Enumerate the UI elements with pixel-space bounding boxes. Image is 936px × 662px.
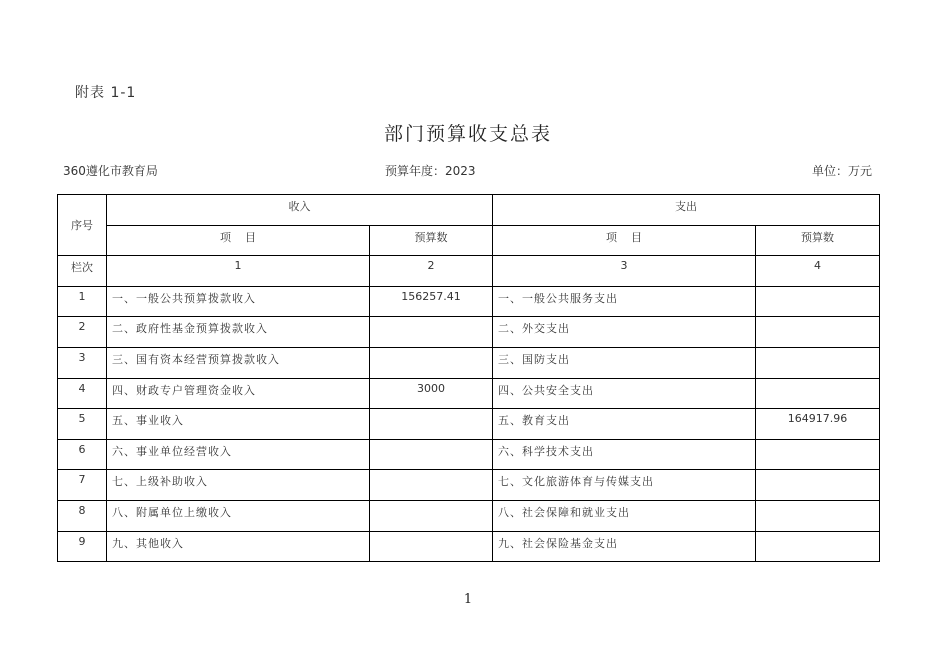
header-income-budget: 预算数: [370, 225, 493, 256]
expense-item: 八、社会保障和就业支出: [493, 500, 756, 531]
expense-item: 一、一般公共服务支出: [493, 286, 756, 317]
expense-value: [756, 286, 880, 317]
income-item: 四、财政专户管理资金收入: [107, 378, 370, 409]
table-row: [58, 378, 880, 409]
page-number: 1: [463, 592, 473, 607]
expense-value: 164917.96: [756, 409, 880, 440]
column-number-row: [58, 256, 880, 287]
income-value: [370, 531, 493, 562]
table-row: [58, 531, 880, 562]
expense-item: 四、公共安全支出: [493, 378, 756, 409]
income-item: 五、事业收入: [107, 409, 370, 440]
budget-year: 预算年度：2023: [385, 164, 476, 178]
income-value: [370, 317, 493, 348]
expense-item: 九、社会保险基金支出: [493, 531, 756, 562]
expense-value: [756, 500, 880, 531]
income-item: 七、上级补助收入: [107, 470, 370, 501]
expense-value: [756, 378, 880, 409]
income-value: [370, 500, 493, 531]
row-seq: 9: [58, 531, 107, 562]
expense-value: [756, 470, 880, 501]
unit-label: 单位：万元: [811, 164, 872, 178]
income-value: [370, 347, 493, 378]
table-row: [58, 286, 880, 317]
header-expense-budget: 预算数: [756, 225, 880, 256]
annex-label: 附表 1-1: [75, 85, 137, 101]
expense-value: [756, 439, 880, 470]
expense-item: 七、文化旅游体育与传媒支出: [493, 470, 756, 501]
table-row: [58, 470, 880, 501]
column-number-label: 栏次: [58, 256, 107, 287]
column-number-4: 4: [756, 256, 880, 287]
header-income: 收入: [107, 195, 493, 226]
document-title: 部门预算收支总表: [383, 123, 552, 145]
income-value: 156257.41: [370, 286, 493, 317]
row-seq: 4: [58, 378, 107, 409]
income-value: [370, 439, 493, 470]
table-row: [58, 347, 880, 378]
header-expense-item: 项 目: [493, 225, 756, 256]
header-row-1: [58, 195, 880, 226]
header-expense: 支出: [493, 195, 880, 226]
expense-item: 二、外交支出: [493, 317, 756, 348]
expense-value: [756, 531, 880, 562]
header-income-item: 项 目: [107, 225, 370, 256]
expense-item: 六、科学技术支出: [493, 439, 756, 470]
expense-value: [756, 317, 880, 348]
income-item: 一、一般公共预算拨款收入: [107, 286, 370, 317]
header-seq: 序号: [58, 195, 107, 256]
row-seq: 8: [58, 500, 107, 531]
table-row: [58, 500, 880, 531]
income-value: 3000: [370, 378, 493, 409]
income-value: [370, 470, 493, 501]
row-seq: 7: [58, 470, 107, 501]
row-seq: 5: [58, 409, 107, 440]
row-seq: 2: [58, 317, 107, 348]
organization-name: 360遵化市教育局: [63, 164, 158, 178]
row-seq: 6: [58, 439, 107, 470]
table-row: [58, 439, 880, 470]
header-row-2: [58, 225, 880, 256]
income-item: 八、附属单位上缴收入: [107, 500, 370, 531]
column-number-3: 3: [493, 256, 756, 287]
income-item: 六、事业单位经营收入: [107, 439, 370, 470]
income-item: 二、政府性基金预算拨款收入: [107, 317, 370, 348]
expense-item: 五、教育支出: [493, 409, 756, 440]
budget-table: [57, 194, 880, 562]
row-seq: 1: [58, 286, 107, 317]
column-number-2: 2: [370, 256, 493, 287]
expense-item: 三、国防支出: [493, 347, 756, 378]
income-value: [370, 409, 493, 440]
table-row: [58, 409, 880, 440]
table-row: [58, 317, 880, 348]
income-item: 三、国有资本经营预算拨款收入: [107, 347, 370, 378]
column-number-1: 1: [107, 256, 370, 287]
row-seq: 3: [58, 347, 107, 378]
income-item: 九、其他收入: [107, 531, 370, 562]
expense-value: [756, 347, 880, 378]
